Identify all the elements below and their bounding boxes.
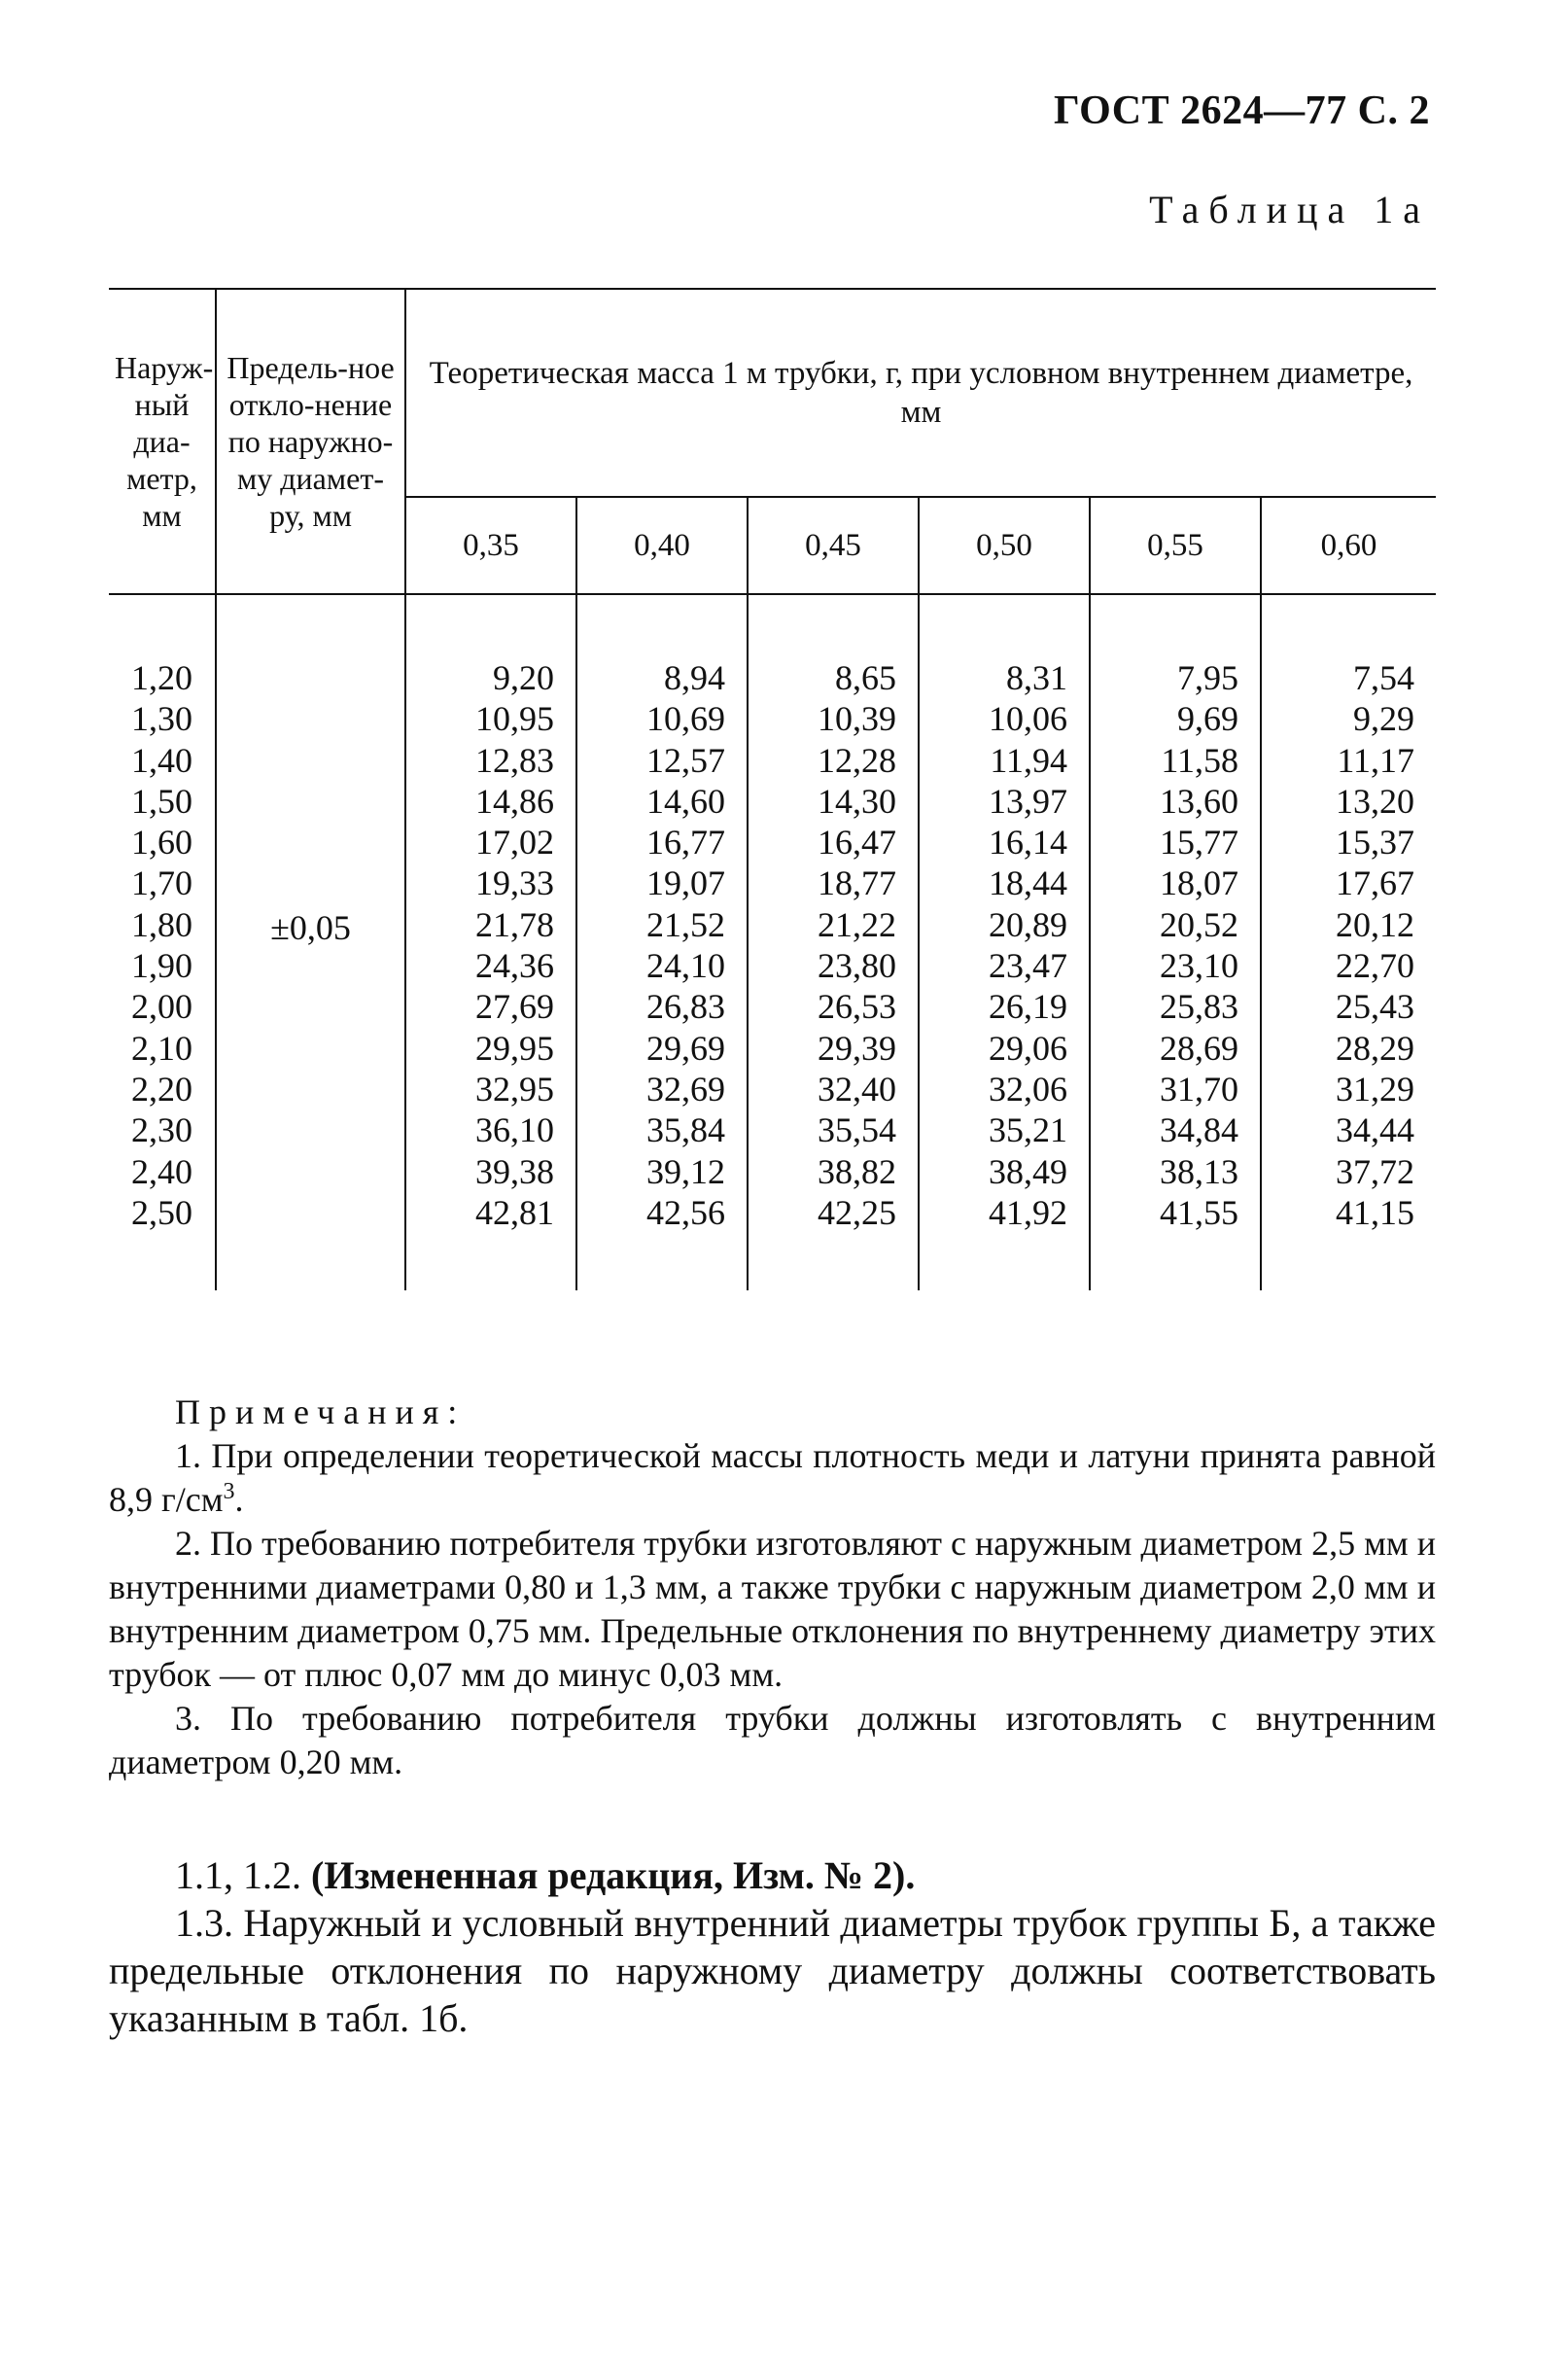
table-cell-value: 10,95: [475, 699, 554, 739]
table-cell-value: 2,40: [131, 1151, 192, 1191]
table-cell-value: 39,38: [475, 1151, 554, 1191]
header-tolerance: Предель-ное откло-нение по наружно-му диамет-ру, мм: [216, 289, 405, 594]
table-cell-value: 26,19: [989, 987, 1067, 1027]
table-cell-value: 42,25: [818, 1192, 896, 1232]
table-cell-value: 31,70: [1160, 1069, 1238, 1109]
table-cell-value: 18,07: [1160, 863, 1238, 903]
header-outer-diameter: Наруж-ный диа-метр, мм: [109, 289, 216, 594]
table-cell-value: 2,30: [131, 1110, 192, 1150]
mass-column: [1090, 594, 1261, 1290]
header-inner-diameter: 0,55: [1090, 497, 1261, 594]
mass-column: [1261, 594, 1436, 1290]
clause-ref: 1.1, 1.2.: [175, 1853, 311, 1897]
table-cell-value: 32,69: [646, 1069, 725, 1109]
table-cell-value: 14,86: [475, 781, 554, 821]
table-cell-value: 15,77: [1160, 823, 1238, 863]
table-cell-value: 28,29: [1336, 1028, 1415, 1068]
table-cell-value: 17,67: [1336, 863, 1415, 903]
table-cell-value: 14,30: [818, 781, 896, 821]
table-cell-value: 16,14: [989, 823, 1067, 863]
table-cell-value: 14,60: [646, 781, 725, 821]
table-cell-value: 41,55: [1160, 1192, 1238, 1232]
table-cell-value: 15,37: [1336, 823, 1415, 863]
table-cell-value: 18,44: [989, 863, 1067, 903]
table-cell-value: 36,10: [475, 1110, 554, 1150]
table-cell-value: 41,15: [1336, 1192, 1415, 1232]
table-cell-value: 1,40: [131, 740, 192, 780]
mass-column: [576, 594, 748, 1290]
table-cell-value: 22,70: [1336, 946, 1415, 986]
table-cell-value: 32,95: [475, 1069, 554, 1109]
clause-amendment: [109, 1851, 1436, 1899]
table-cell-value: 7,54: [1353, 658, 1415, 697]
table-cell-value: 7,95: [1177, 658, 1238, 697]
table-cell-value: 2,50: [131, 1192, 192, 1232]
table-cell-value: 1,70: [131, 863, 192, 903]
table-cell-value: 23,10: [1160, 946, 1238, 986]
table-cell-value: 11,94: [990, 740, 1067, 780]
table-cell-value: 12,83: [475, 740, 554, 780]
table-cell-value: 1,90: [131, 946, 192, 986]
header-inner-diameter: 0,50: [919, 497, 1090, 594]
mass-table: [109, 288, 1436, 1290]
table-cell-value: 21,52: [646, 904, 725, 944]
table-cell-value: 2,20: [131, 1069, 192, 1109]
table-cell-value: 24,36: [475, 946, 554, 986]
header-inner-diameter: 0,35: [405, 497, 576, 594]
table-cell-value: 29,39: [818, 1028, 896, 1068]
table-cell-value: 27,69: [475, 987, 554, 1027]
table-cell-value: 17,02: [475, 823, 554, 863]
table-cell-value: 18,77: [818, 863, 896, 903]
table-cell-value: 38,49: [989, 1151, 1067, 1191]
table-cell-value: 31,29: [1336, 1069, 1415, 1109]
note-3: 3. По требованию потребителя трубки должны изготовлять с внутренним диаметром 0,20 мм.: [109, 1699, 1436, 1781]
table-cell-value: 38,13: [1160, 1151, 1238, 1191]
table-cell-value: 11,17: [1337, 740, 1415, 780]
table-cell-value: 26,83: [646, 987, 725, 1027]
table-cell-value: 20,52: [1160, 904, 1238, 944]
table-cell-value: 38,82: [818, 1151, 896, 1191]
notes-block: [109, 1391, 1436, 1784]
note-1-end: .: [234, 1480, 244, 1519]
section-text: [109, 1851, 1436, 2042]
mass-column: [405, 594, 576, 1290]
table-cell-value: 29,06: [989, 1028, 1067, 1068]
header-theoretical-mass: Теоретическая масса 1 м трубки, г, при условном внутреннем диаметре, мм: [405, 289, 1436, 497]
header-inner-diameter: 0,60: [1261, 497, 1436, 594]
table-cell-value: 32,06: [989, 1069, 1067, 1109]
note-1: [109, 1434, 1436, 1522]
table-cell-value: 25,83: [1160, 987, 1238, 1027]
table-cell-value: 29,69: [646, 1028, 725, 1068]
table-cell-value: 24,10: [646, 946, 725, 986]
table-cell-value: 37,72: [1336, 1151, 1415, 1191]
table-cell-value: 35,54: [818, 1110, 896, 1150]
table-cell-value: 8,94: [664, 658, 725, 697]
table-cell-value: 23,80: [818, 946, 896, 986]
mass-table-container: [109, 288, 1436, 1280]
table-cell-value: 26,53: [818, 987, 896, 1027]
table-cell-value: 29,95: [475, 1028, 554, 1068]
table-cell-value: 10,39: [818, 699, 896, 739]
table-cell-value: 32,40: [818, 1069, 896, 1109]
note-1-text: 1. При определении теоретической массы плотность меди и латуни принята равной 8,9 г/см: [109, 1436, 1436, 1519]
clause-1-3: 1.3. Наружный и условный внутренний диаметры трубок группы Б, а также предельные отклонения по наружному диаметру должны соответствовать указанным в табл. 1б.: [109, 1901, 1436, 2040]
table-cell-value: 9,69: [1177, 699, 1238, 739]
table-cell-value: 19,07: [646, 863, 725, 903]
tolerance-value: ±0,05: [216, 594, 405, 1290]
table-cell-value: 35,21: [989, 1110, 1067, 1150]
table-cell-value: 1,50: [131, 781, 192, 821]
table-cell-value: 39,12: [646, 1151, 725, 1191]
table-cell-value: 8,31: [1006, 658, 1067, 697]
table-cell-value: 13,60: [1160, 781, 1238, 821]
mass-column: [748, 594, 919, 1290]
table-cell-value: 20,89: [989, 904, 1067, 944]
table-cell-value: 1,80: [131, 904, 192, 944]
notes-title: Примечания:: [175, 1392, 467, 1431]
table-cell-value: 1,20: [131, 658, 192, 697]
table-cell-value: 28,69: [1160, 1028, 1238, 1068]
table-cell-value: 2,00: [131, 987, 192, 1027]
table-cell-value: 13,20: [1336, 781, 1415, 821]
table-cell-value: 34,44: [1336, 1110, 1415, 1150]
table-cell-value: 10,69: [646, 699, 725, 739]
table-cell-value: 10,06: [989, 699, 1067, 739]
table-cell-value: 41,92: [989, 1192, 1067, 1232]
header-inner-diameter: 0,45: [748, 497, 919, 594]
page-header: ГОСТ 2624—77 С. 2: [1053, 88, 1430, 133]
note-1-superscript: 3: [223, 1479, 235, 1504]
table-cell-value: 12,28: [818, 740, 896, 780]
table-cell-value: 11,58: [1161, 740, 1238, 780]
table-cell-value: 13,97: [989, 781, 1067, 821]
table-cell-value: 23,47: [989, 946, 1067, 986]
header-inner-diameter: 0,40: [576, 497, 748, 594]
table-cell-value: 25,43: [1336, 987, 1415, 1027]
table-cell-value: 42,56: [646, 1192, 725, 1232]
table-cell-value: 16,77: [646, 823, 725, 863]
table-cell-value: 12,57: [646, 740, 725, 780]
table-cell-value: 21,78: [475, 904, 554, 944]
table-cell-value: 20,12: [1336, 904, 1415, 944]
table-body-row: [109, 594, 1436, 1290]
table-cell-value: 16,47: [818, 823, 896, 863]
table-cell-value: 8,65: [835, 658, 896, 697]
table-cell-value: 35,84: [646, 1110, 725, 1150]
table-cell-value: 1,30: [131, 699, 192, 739]
table-cell-value: 42,81: [475, 1192, 554, 1232]
table-cell-value: 9,20: [493, 658, 554, 697]
table-cell-value: 9,29: [1353, 699, 1415, 739]
note-2: 2. По требованию потребителя трубки изготовляют с наружным диаметром 2,5 мм и внутренними диаметрами 0,80 и 1,3 мм, а также трубки с наружным диаметром 2,0 мм и внутренним диаметром 0,75 мм. Предельные отклонения по внутреннему диаметру этих трубок — от плюс 0,07 мм до минус 0,03 мм.: [109, 1524, 1436, 1694]
table-cell-value: 19,33: [475, 863, 554, 903]
table-cell-value: 1,60: [131, 823, 192, 863]
outer-diameter-column: [109, 594, 216, 1290]
table-cell-value: 34,84: [1160, 1110, 1238, 1150]
clause-amendment-note: (Измененная редакция, Изм. № 2).: [311, 1853, 916, 1897]
table-cell-value: 2,10: [131, 1028, 192, 1068]
table-title: Таблица 1а: [1149, 188, 1430, 231]
mass-column: [919, 594, 1090, 1290]
table-cell-value: 21,22: [818, 904, 896, 944]
